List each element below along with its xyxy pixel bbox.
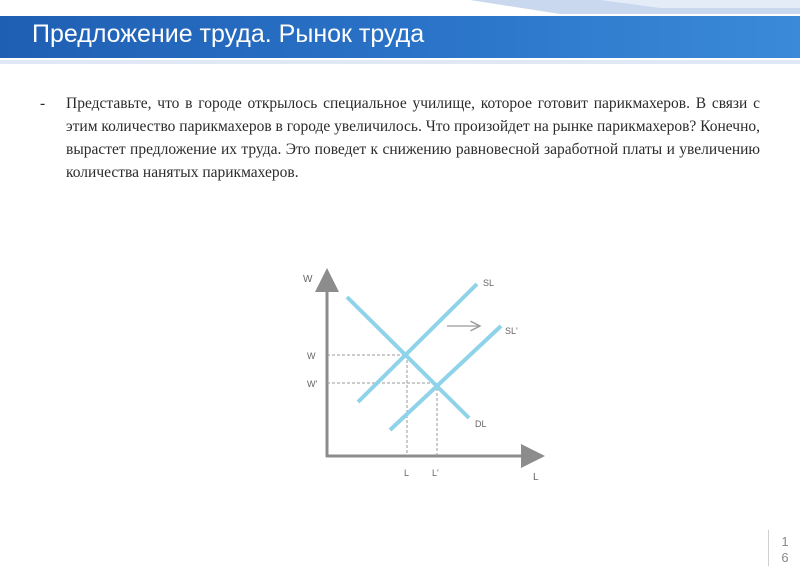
labor-market-chart — [295, 262, 555, 492]
page-number-digit-1: 1 — [781, 534, 789, 549]
page-divider — [768, 530, 769, 566]
page-number — [778, 534, 792, 566]
bullet-marker: - — [40, 95, 46, 112]
bullet-text: Представьте, что в городе открылось специальное училище, которое готовит парикмахеров. В связи с этим количество парикмахеров в городе увеличилось. Что произойдет на рынке парикмахеров? Конечно, вырастет предложение их труда. Это поведет к снижению равновесной заработной платы и увеличению количества нанятых парикмахеров. — [66, 95, 760, 181]
supply-curve — [358, 284, 477, 402]
bullet-paragraph — [40, 92, 760, 184]
y-axis-label: W — [303, 274, 313, 285]
page-number-digit-2: 6 — [781, 550, 789, 565]
label-supply-shifted: SL' — [505, 326, 518, 336]
demand-curve — [347, 297, 469, 418]
tick-label-l-prime: L' — [432, 468, 439, 478]
x-axis-label: L — [533, 472, 539, 483]
label-demand: DL — [475, 419, 487, 429]
label-supply: SL — [483, 278, 495, 288]
tick-label-w: W — [307, 351, 316, 361]
tick-label-w-prime: W' — [307, 379, 318, 389]
slide-header — [0, 0, 800, 78]
slide-title: Предложение труда. Рынок труда — [32, 20, 425, 48]
tick-label-l: L — [404, 468, 410, 478]
